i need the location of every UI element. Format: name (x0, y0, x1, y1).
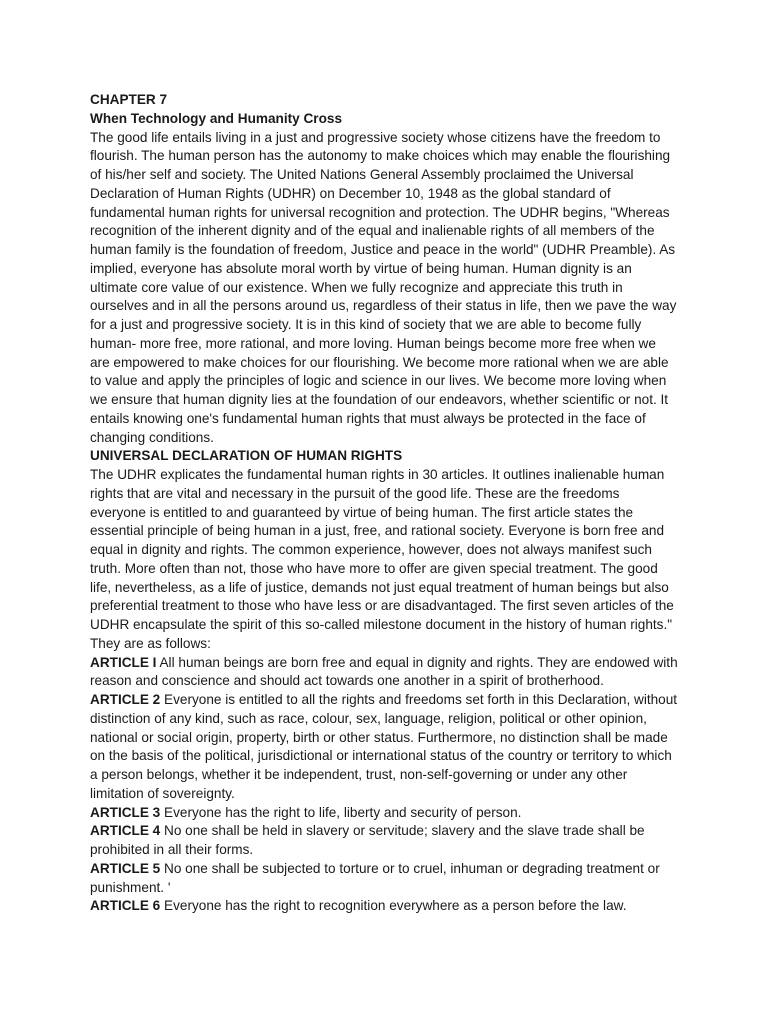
article-3-label: ARTICLE 3 (90, 804, 161, 820)
article-1 (90, 654, 678, 692)
article-5 (90, 860, 678, 898)
article-6 (90, 897, 678, 916)
article-2-label: ARTICLE 2 (90, 692, 161, 707)
article-5-text: No one shall be subjected to torture or to cruel, inhuman or degrading treatment or punishment. ' (90, 860, 660, 895)
article-3 (90, 804, 678, 823)
document-page (90, 91, 678, 916)
article-4 (90, 822, 678, 860)
intro-paragraph: The good life entails living in a just and progressive society whose citizens have the freedom to flourish. The human person has the autonomy to make choices which may enable the flourishing of his/her self and society. The United Nations General Assembly proclaimed the Universal Declaration of Human Rights (UDHR) on December 10, 1948 as the global standard of fundamental human rights for universal recognition and protection. The UDHR begins, "Whereas recognition of the inherent dignity and of the equal and inalienable rights of all members of the human family is the foundation of freedom, Justice and peace in the world" (UDHR Preamble). As implied, everyone has absolute moral worth by virtue of being human. Human dignity is an ultimate core value of our existence. When we fully recognize and appreciate this truth in ourselves and in all the persons around us, regardless of their status in life, then we pave the way for a just and progressive society. It is in this kind of society that we are able to become fully human- more free, more rational, and more loving. Human beings become more free when we are empowered to make choices for our flourishing. We become more rational when we are able to value and apply the principles of logic and science in our lives. We become more loving when we ensure that human dignity lies at the foundation of our endeavors, whether scientific or not. It entails knowing one's fundamental human rights that must always be protected in the face of changing conditions. (90, 129, 677, 445)
section-paragraph: The UDHR explicates the fundamental human rights in 30 articles. It outlines inalienable human rights that are vital and necessary in the pursuit of the good life. These are the freedoms everyone is entitled to and guaranteed by virtue of being human. The first article states the essential principle of being human in a just, free, and rational society. Everyone is born free and equal in dignity and rights. The common experience, however, does not always manifest such truth. More often than not, those who have more to offer are given special treatment. The good life, nevertheless, as a life of justice, demands not just equal treatment of human beings but also preferential treatment to those who have less or are disadvantaged. The first seven articles of the UDHR encapsulate the spirit of this so-called milestone document in the history of human rights." They are as follows: (90, 467, 674, 651)
article-4-label: ARTICLE 4 (90, 823, 161, 839)
section-heading: UNIVERSAL DECLARATION OF HUMAN RIGHTS (90, 448, 403, 464)
chapter-number: CHAPTER 7 (90, 92, 168, 107)
article-3-text: Everyone has the right to life, liberty and security of person. (160, 804, 522, 820)
article-2 (90, 691, 678, 804)
chapter-title: When Technology and Humanity Cross (90, 110, 343, 126)
article-1-text: All human beings are born free and equal in dignity and rights. They are endowed with reason and conscience and should act towards one another in a spirit of brotherhood. (90, 654, 678, 689)
article-4-text: No one shall be held in slavery or servitude; slavery and the slave trade shall be prohibited in all their forms. (90, 823, 645, 857)
article-5-label: ARTICLE 5 (90, 860, 161, 876)
article-6-text: Everyone has the right to recognition everywhere as a person before the law. (160, 898, 627, 914)
article-6-label: ARTICLE 6 (90, 898, 161, 914)
article-2-text: Everyone is entitled to all the rights and freedoms set forth in this Declaration, without distinction of any kind, such as race, colour, sex, language, religion, political or other opinion, national or social origin, property, birth or other status. Furthermore, no distinction shall be made on the basis of the political, jurisdictional or international status of the country or territory to which a person belongs, whether it be independent, trust, non-self-governing or under any other limitation of sovereignty. (90, 692, 678, 801)
article-1-label: ARTICLE I (90, 654, 157, 670)
